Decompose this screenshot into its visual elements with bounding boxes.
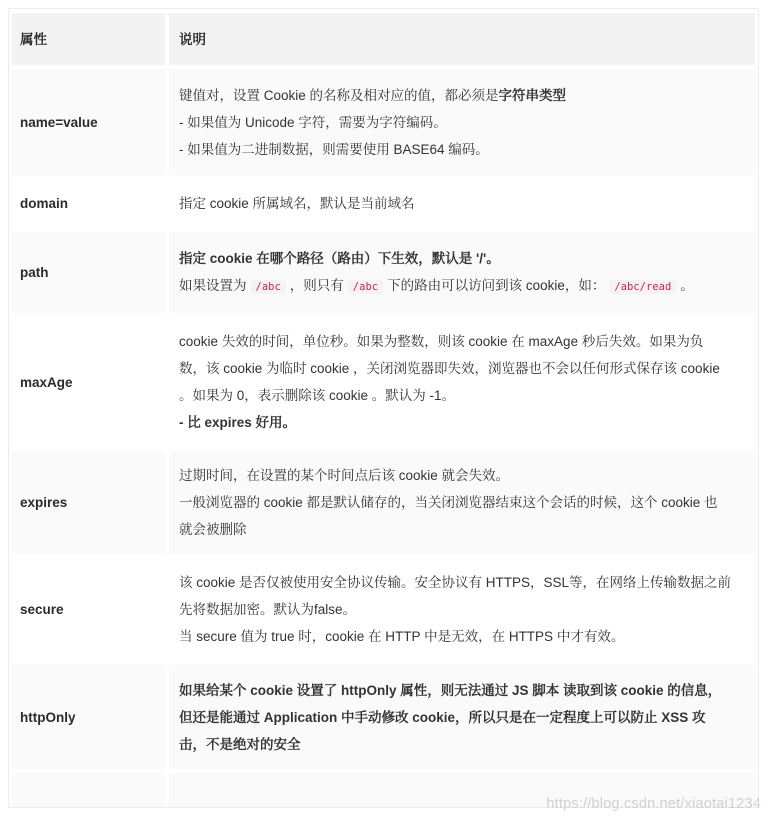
table-row bbox=[12, 451, 755, 554]
attribute-name: expires bbox=[12, 451, 165, 554]
bold-text: 指定 cookie 在哪个路径（路由）下生效，默认是 '/'。 bbox=[179, 250, 500, 266]
bold-text: 字符串类型 bbox=[498, 87, 567, 103]
attribute-description bbox=[169, 317, 755, 447]
text-segment: 键值对，设置 Cookie 的名称及相对应的值，都必须是 bbox=[179, 87, 499, 103]
text-segment: 数，该 cookie 为临时 cookie ，关闭浏览器即失效，浏览器也不会以任何形式保存该 cookie bbox=[179, 361, 720, 376]
table-row bbox=[12, 69, 755, 175]
attribute-name: path bbox=[12, 232, 165, 313]
attribute-name: name=value bbox=[12, 69, 165, 175]
empty-cell bbox=[12, 773, 165, 808]
description-line bbox=[179, 190, 745, 217]
bold-text: 击，不是绝对的安全 bbox=[179, 736, 301, 752]
header-desc: 说明 bbox=[169, 13, 755, 65]
cookie-attributes-table-frame bbox=[8, 8, 759, 808]
description-line bbox=[179, 462, 745, 489]
description-line bbox=[179, 596, 745, 623]
description-line bbox=[179, 382, 745, 409]
description-line bbox=[179, 409, 745, 436]
attribute-name: domain bbox=[12, 179, 165, 228]
attribute-name: secure bbox=[12, 558, 165, 661]
header-attr: 属性 bbox=[12, 13, 165, 65]
table-row bbox=[12, 558, 755, 661]
bold-text: - 比 expires 好用。 bbox=[179, 415, 297, 430]
text-segment: 该 cookie 是否仅被使用安全协议传输。安全协议有 HTTPS，SSL等，在网络上传输数据之前 bbox=[179, 575, 732, 590]
attribute-description bbox=[169, 665, 755, 769]
text-segment: 先将数据加密。默认为false。 bbox=[179, 602, 357, 617]
description-line bbox=[179, 136, 745, 163]
text-segment: 。如果为 0，表示删除该 cookie 。默认为 -1。 bbox=[179, 388, 456, 403]
description-line bbox=[179, 245, 745, 272]
text-segment: 。 bbox=[680, 277, 694, 293]
attribute-description bbox=[169, 69, 755, 175]
description-line bbox=[179, 704, 745, 731]
table-row bbox=[12, 179, 755, 228]
attribute-description bbox=[169, 179, 755, 228]
description-line bbox=[179, 489, 745, 516]
description-line bbox=[179, 109, 745, 136]
table-row bbox=[12, 665, 755, 769]
description-line bbox=[179, 516, 745, 543]
text-segment: - 如果值为二进制数据，则需要使用 BASE64 编码。 bbox=[179, 141, 489, 157]
description-line bbox=[179, 623, 745, 650]
text-segment: 如果设置为 bbox=[179, 277, 247, 293]
cookie-attributes-table bbox=[12, 13, 755, 808]
text-segment: ，则只有 bbox=[289, 277, 344, 293]
text-segment: 过期时间，在设置的某个时间点后该 cookie 就会失效。 bbox=[179, 468, 510, 483]
text-segment: 指定 cookie 所属域名，默认是当前域名 bbox=[179, 196, 415, 211]
attribute-name: httpOnly bbox=[12, 665, 165, 769]
table-header-row bbox=[12, 13, 755, 65]
inline-code: /abc bbox=[251, 280, 286, 294]
text-segment: - 如果值为 Unicode 字符，需要为字符编码。 bbox=[179, 114, 447, 130]
attribute-description bbox=[169, 558, 755, 661]
description-line bbox=[179, 569, 745, 596]
table-row bbox=[12, 317, 755, 447]
description-line bbox=[179, 328, 745, 355]
table-row bbox=[12, 232, 755, 313]
bold-text: 但还是能通过 Application 中手动修改 cookie，所以只是在一定程度上可以防止 XSS 攻 bbox=[179, 709, 706, 725]
inline-code: /abc/read bbox=[609, 280, 676, 294]
bold-text: 如果给某个 cookie 设置了 httpOnly 属性，则无法通过 JS 脚本 读取到该 cookie 的信息， bbox=[179, 682, 722, 698]
description-line bbox=[179, 677, 745, 704]
description-line bbox=[179, 355, 745, 382]
watermark: https://blog.csdn.net/xiaotai1234 bbox=[546, 796, 761, 812]
text-segment: 当 secure 值为 true 时，cookie 在 HTTP 中是无效，在 HTTPS 中才有效。 bbox=[179, 629, 625, 644]
text-segment: 下的路由可以访问到该 cookie，如： bbox=[387, 277, 606, 293]
attribute-name: maxAge bbox=[12, 317, 165, 447]
attribute-description bbox=[169, 232, 755, 313]
description-line bbox=[179, 272, 745, 301]
text-segment: cookie 失效的时间，单位秒。如果为整数，则该 cookie 在 maxAge 秒后失效。如果为负 bbox=[179, 334, 704, 349]
description-line bbox=[179, 82, 745, 109]
attribute-description bbox=[169, 451, 755, 554]
text-segment: 就会被删除 bbox=[179, 522, 247, 537]
inline-code: /abc bbox=[348, 280, 383, 294]
description-line bbox=[179, 731, 745, 758]
text-segment: 一般浏览器的 cookie 都是默认储存的，当关闭浏览器结束这个会话的时候，这个 cookie 也 bbox=[179, 495, 718, 510]
